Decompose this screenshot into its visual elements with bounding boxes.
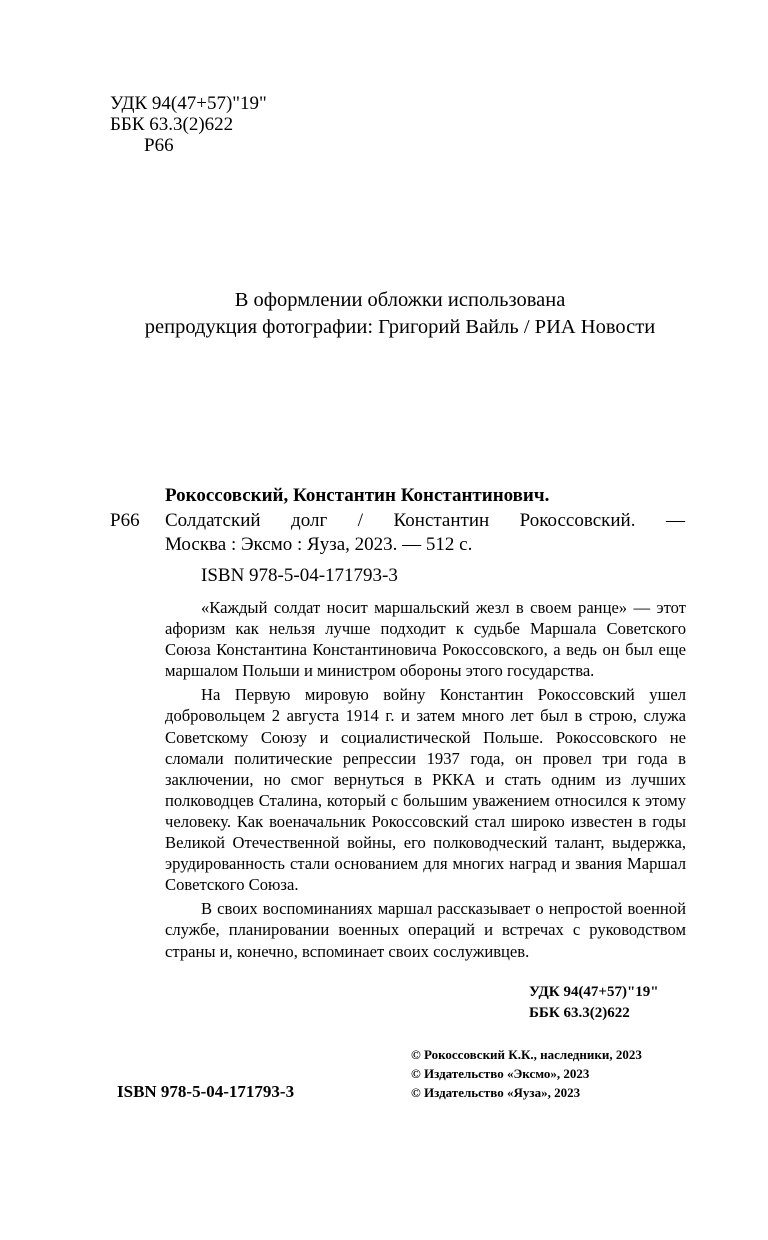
- bbk-code: ББК 63.3(2)622: [110, 114, 234, 135]
- catalog-author-mark: Р66: [110, 510, 140, 531]
- udk-code-right: УДК 94(47+57)"19": [529, 984, 659, 1000]
- copyright-line-3: © Издательство «Яуза», 2023: [411, 1085, 581, 1100]
- catalog-isbn: ISBN 978-5-04-171793-3: [201, 565, 398, 586]
- classification-codes-right: [529, 982, 659, 1024]
- annotation-paragraph-2: На Первую мировую войну Константин Рокоссовский ушел добровольцем 2 августа 1914 г. и затем много лет был в строю, служа Советскому Союзу и социалистической Польше. Рокоссовского не сломали политические репрессии 1937 года, он провел три года в заключении, но смог вернуться в РККА и стать одним из лучших полководцев Сталина, который с большим уважением относился к этому человеку. Как военачальник Рокоссовский стал широко известен в годы Великой Отечественной войны, его полководческий талант, выдержка, эрудированность стали основанием для многих наград и звания Маршал Советского Союза.: [165, 685, 686, 895]
- copyright-line-2: © Издательство «Эксмо», 2023: [411, 1066, 590, 1081]
- author-mark: Р66: [144, 135, 174, 156]
- bibliographic-description: [165, 509, 685, 557]
- annotation: [165, 597, 686, 962]
- bbk-code-right: ББК 63.3(2)622: [529, 1005, 630, 1021]
- cover-credit: [110, 287, 690, 341]
- catalog-author: Рокоссовский, Константин Константинович.: [165, 485, 550, 506]
- annotation-paragraph-1: «Каждый солдат носит маршальский жезл в своем ранце» — этот афоризм как нельзя лучше подходит к судьбе Маршала Советского Союза Константина Константиновича Рокоссовского, а ведь он был еще маршалом Польши и министром обороны этого государства.: [165, 598, 686, 681]
- isbn-bottom: ISBN 978-5-04-171793-3: [117, 1082, 295, 1101]
- annotation-paragraph-3: В своих воспоминаниях маршал рассказывает о непростой военной службе, планировании военных операций и встречах с руководством страны и, конечно, вспоминает своих сослуживцев.: [165, 899, 686, 961]
- bib-line-2: Москва : Эксмо : Яуза, 2023. — 512 с.: [165, 534, 473, 555]
- udk-code: УДК 94(47+57)"19": [110, 93, 267, 114]
- cover-credit-line-1: В оформлении обложки использована: [234, 289, 566, 311]
- cover-credit-line-2: репродукция фотографии: Григорий Вайль / РИА Новости: [144, 316, 656, 338]
- copyright-block: [411, 1045, 642, 1102]
- bib-line-1: Солдатский долг / Константин Рокоссовский. —: [165, 510, 685, 531]
- classification-codes: [110, 93, 267, 156]
- copyright-line-1: © Рокоссовский К.К., наследники, 2023: [411, 1047, 642, 1062]
